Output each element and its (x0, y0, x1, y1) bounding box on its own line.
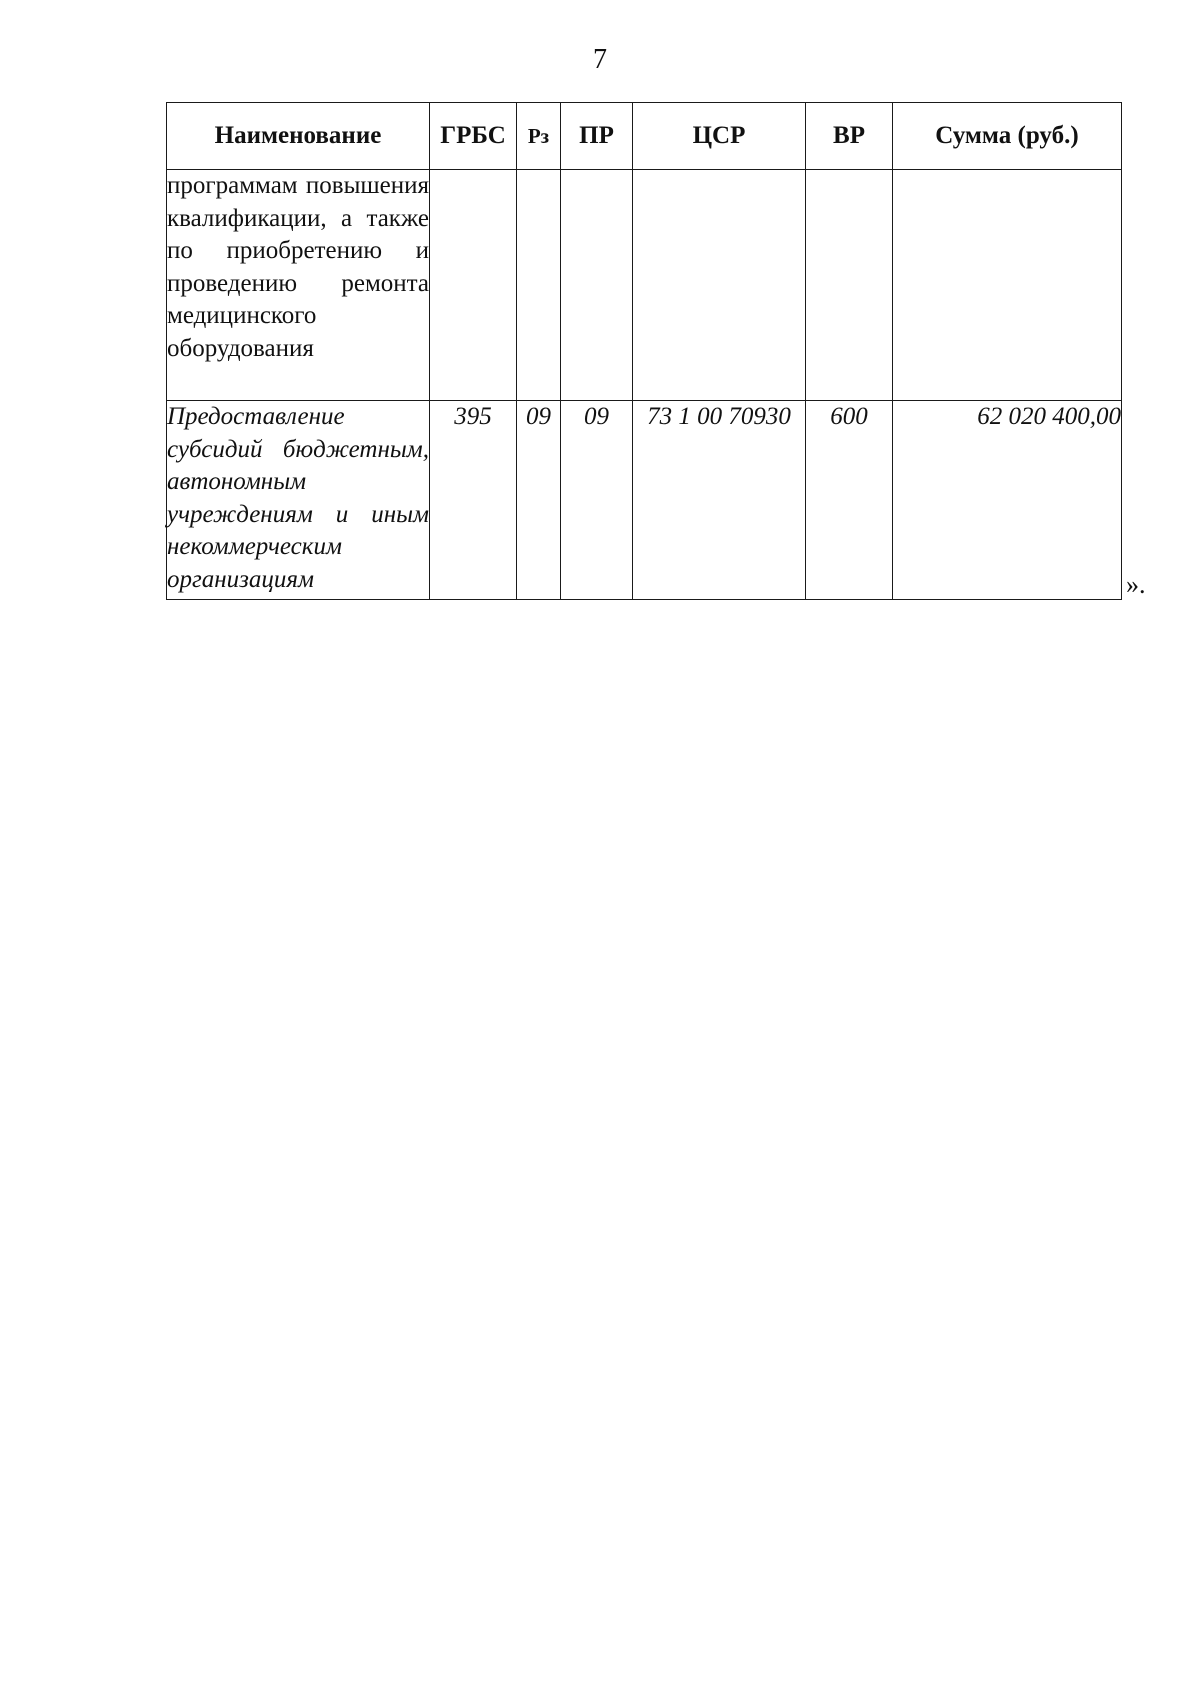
row-pr (561, 170, 633, 401)
row-vr (806, 170, 893, 401)
header-pr: ПР (561, 103, 633, 170)
header-grbs: ГРБС (430, 103, 517, 170)
row-grbs (430, 170, 517, 401)
row-name: программам повышения квалификации, а также по приобретению и проведению ремонта медицинского оборудования (167, 170, 430, 401)
row-name: Предоставление субсидий бюджетным, автономным учреждениям и иным некоммерческим организациям (167, 401, 430, 600)
page-number: 7 (593, 44, 607, 75)
header-sum: Сумма (руб.) (893, 103, 1122, 170)
budget-table (166, 102, 1122, 600)
closing-quote: ». (1126, 570, 1146, 599)
table-header (167, 103, 1122, 170)
table-row (167, 170, 1122, 401)
row-rz: 09 (517, 401, 561, 600)
row-sum (893, 170, 1122, 401)
header-name: Наименование (167, 103, 430, 170)
row-sum: 62 020 400,00 (893, 401, 1122, 600)
table-body (167, 170, 1122, 600)
table-row (167, 401, 1122, 600)
header-vr: ВР (806, 103, 893, 170)
row-grbs: 395 (430, 401, 517, 600)
row-rz (517, 170, 561, 401)
row-csr: 73 1 00 70930 (633, 401, 806, 600)
header-row (167, 103, 1122, 170)
row-csr (633, 170, 806, 401)
row-vr: 600 (806, 401, 893, 600)
row-pr: 09 (561, 401, 633, 600)
header-csr: ЦСР (633, 103, 806, 170)
header-rz: Рз (517, 103, 561, 170)
